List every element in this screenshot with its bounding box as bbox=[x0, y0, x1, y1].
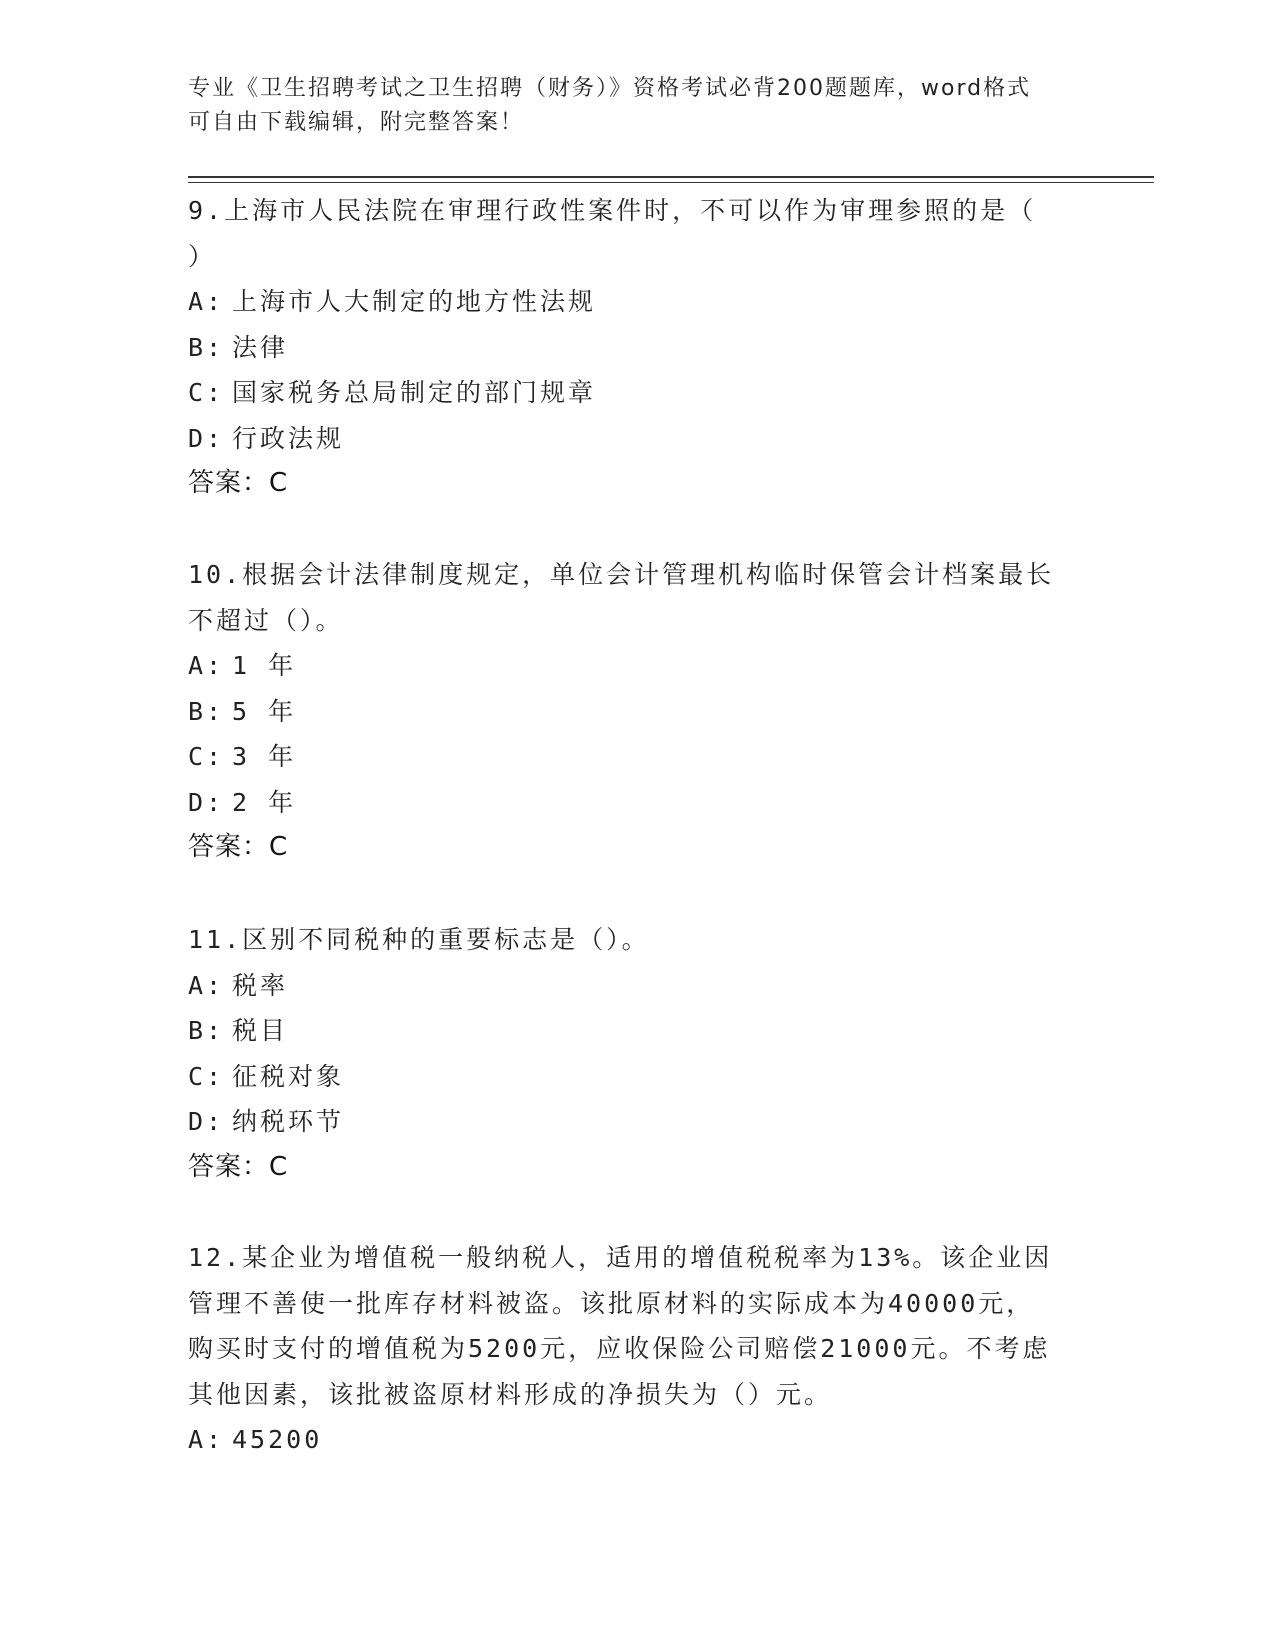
option-text: 2 年 bbox=[232, 787, 297, 817]
question-stem-line: 不超过（）。 bbox=[188, 605, 344, 635]
question-stem-line: 管理不善使一批库存材料被盗。该批原材料的实际成本为40000元， bbox=[188, 1288, 1035, 1318]
question-stem-line: 10.根据会计法律制度规定，单位会计管理机构临时保管会计档案最长 bbox=[188, 560, 1055, 589]
option-b bbox=[188, 325, 1088, 371]
question-stem-line: 其他因素，该批被盗原材料形成的净损失为（）元。 bbox=[188, 1379, 833, 1409]
question-stem-line: 12.某企业为增值税一般纳税人，适用的增值税税率为13%。该企业因 bbox=[188, 1243, 1053, 1272]
option-c bbox=[188, 370, 1088, 416]
option-letter: D: bbox=[188, 787, 225, 817]
question-stem-line: 9.上海市人民法院在审理行政性案件时，不可以作为审理参照的是（ bbox=[188, 196, 1037, 225]
option-text: 行政法规 bbox=[232, 423, 345, 453]
option-text: 纳税环节 bbox=[232, 1107, 345, 1136]
option-c bbox=[188, 1054, 1088, 1100]
option-letter: A: bbox=[188, 970, 225, 1000]
option-text: 法律 bbox=[232, 332, 289, 362]
option-a bbox=[188, 279, 1088, 325]
option-b bbox=[188, 1008, 1088, 1054]
option-text: 3 年 bbox=[232, 742, 297, 771]
option-text: 1 年 bbox=[232, 651, 297, 680]
option-letter: C: bbox=[188, 742, 225, 771]
question-9 bbox=[188, 188, 1088, 507]
option-a bbox=[188, 643, 1088, 689]
option-d bbox=[188, 1099, 1088, 1145]
option-text: 上海市人大制定的地方性法规 bbox=[232, 287, 597, 316]
option-d bbox=[188, 416, 1088, 462]
option-text: 税目 bbox=[232, 1016, 289, 1045]
option-text: 国家税务总局制定的部门规章 bbox=[232, 378, 597, 407]
option-a bbox=[188, 1417, 1088, 1463]
option-letter: C: bbox=[188, 1061, 225, 1091]
question-12 bbox=[188, 1235, 1088, 1463]
header-divider-thick bbox=[188, 176, 1154, 178]
header-line-2: 可自由下载编辑，附完整答案！ bbox=[188, 110, 525, 135]
header-divider-thin bbox=[188, 182, 1154, 183]
question-10 bbox=[188, 552, 1088, 871]
question-stem-line: ） bbox=[188, 241, 217, 271]
option-a bbox=[188, 963, 1088, 1009]
option-letter: C: bbox=[188, 378, 225, 407]
option-text: 5 年 bbox=[232, 696, 297, 726]
option-b bbox=[188, 689, 1088, 735]
option-letter: A: bbox=[188, 287, 225, 316]
option-text: 税率 bbox=[232, 970, 289, 1000]
option-letter: A: bbox=[188, 1425, 225, 1454]
question-11 bbox=[188, 917, 1088, 1190]
option-letter: B: bbox=[188, 696, 225, 726]
option-letter: D: bbox=[188, 1107, 225, 1136]
option-c bbox=[188, 734, 1088, 780]
answer-line: 答案：C bbox=[188, 468, 289, 498]
option-text: 45200 bbox=[232, 1425, 323, 1454]
document-header bbox=[188, 72, 1088, 140]
option-letter: D: bbox=[188, 423, 225, 453]
answer-line: 答案：C bbox=[188, 1151, 289, 1182]
option-letter: B: bbox=[188, 1016, 225, 1045]
option-d bbox=[188, 780, 1088, 826]
question-stem-line: 购买时支付的增值税为5200元，应收保险公司赔偿21000元。不考虑 bbox=[188, 1334, 1051, 1363]
option-text: 征税对象 bbox=[232, 1061, 345, 1091]
option-letter: B: bbox=[188, 332, 225, 362]
question-stem-line: 11.区别不同税种的重要标志是（）。 bbox=[188, 925, 650, 954]
header-line-1: 专业《卫生招聘考试之卫生招聘（财务）》资格考试必背200题题库，word格式 bbox=[188, 76, 1032, 101]
option-letter: A: bbox=[188, 651, 225, 680]
answer-line: 答案：C bbox=[188, 832, 289, 862]
